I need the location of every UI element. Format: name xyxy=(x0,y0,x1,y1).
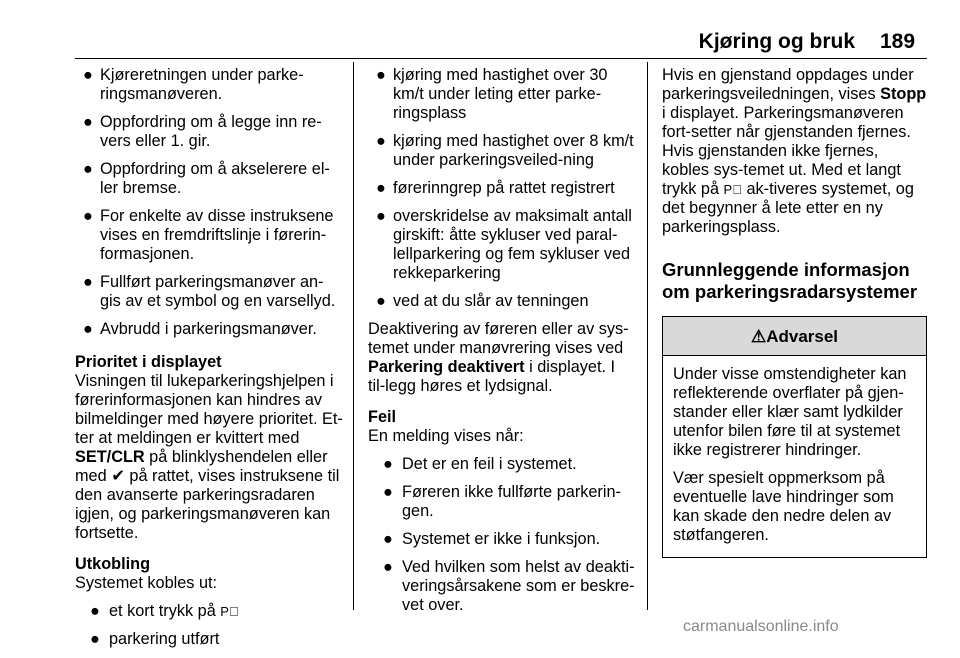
bullet-icon: ● xyxy=(83,273,93,291)
park-button-icon: P⃞ xyxy=(723,182,742,197)
warning-title: Advarsel xyxy=(766,326,839,346)
column-3 xyxy=(662,66,927,558)
page-header xyxy=(0,0,960,62)
list-item: ● Ved hvilken som helst av deakti-veringsårsakene som er beskre-vet over. xyxy=(383,558,635,614)
list-item: ● Føreren ikke fullførte parkerin-gen. xyxy=(383,483,621,520)
fault-text: En melding vises når: xyxy=(368,427,524,445)
off-heading: Utkobling xyxy=(75,555,151,573)
list-item: ● kjøring med hastighet over 8 km/t under parkeringsveiled-ning xyxy=(376,132,634,169)
fault-list xyxy=(368,455,636,615)
page-number: 189 xyxy=(880,30,916,53)
bullet-icon: ● xyxy=(83,320,93,338)
warning-header xyxy=(663,317,926,356)
bullet-icon: ● xyxy=(383,455,393,473)
column-2 xyxy=(368,66,636,624)
set-clr-label: SET/CLR xyxy=(75,448,145,466)
header-rule xyxy=(75,58,927,59)
bullet-icon: ● xyxy=(383,558,393,576)
list-item: ● kjøring med hastighet over 30 km/t under leting etter parke-ringsplass xyxy=(376,66,608,122)
list-item: ● overskridelse av maksimalt antall girskift: åtte sykluser ved paral-lellparkering og fem sykluser ved rekkeparkering xyxy=(376,207,632,282)
priority-heading: Prioritet i displayet xyxy=(75,353,222,371)
list-item: ● Det er en feil i systemet. xyxy=(383,455,577,473)
bullet-icon: ● xyxy=(383,530,393,548)
fault-heading: Feil xyxy=(368,408,397,426)
object-paragraph: Hvis en gjenstand oppdages under parkeringsveiledningen, vises Stopp i displayet. Parkeringsmanøveren fort-setter når gjenstanden fjernes. Hvis gjenstanden ikke fjernes, kobles sys-temet ut. Med et langt trykk på P⃞ ak-tiveres systemet, og det begynner å lete etter en ny parkeringsplass. xyxy=(662,66,927,236)
page-title: Kjøring og bruk xyxy=(698,30,855,53)
park-button-icon: P⃞ xyxy=(220,604,239,619)
warning-body xyxy=(663,356,926,557)
list-item: ● ved at du slår av tenningen xyxy=(376,292,589,310)
list-item: ● Oppfordring om å akselerere el-ler bremse. xyxy=(83,160,330,197)
parking-deactivated-label: Parkering deaktivert xyxy=(368,358,525,376)
list-item: ● Kjøreretningen under parke-ringsmanøveren. xyxy=(83,66,304,103)
column-divider xyxy=(353,62,354,610)
bullet-icon: ● xyxy=(90,602,100,620)
warning-paragraph: Vær spesielt oppmerksom på eventuelle lave hindringer som kan skade den nedre delen av støtfangeren. xyxy=(673,469,894,544)
list-item: ● parkering utført xyxy=(90,630,220,648)
warning-icon: ⚠ xyxy=(750,326,767,346)
list-item: ● førerinngrep på rattet registrert xyxy=(376,179,615,197)
list-item: ● Oppfordring om å legge inn re-vers eller 1. gir. xyxy=(83,113,322,150)
bullet-icon: ● xyxy=(83,113,93,131)
column-1 xyxy=(75,66,343,658)
stopp-label: Stopp xyxy=(880,85,927,103)
section-heading: Grunnleggende informasjon om parkeringsradarsystemer xyxy=(662,259,918,302)
bullet-icon: ● xyxy=(83,160,93,178)
watermark: carmanualsonline.info xyxy=(683,618,839,635)
priority-paragraph: Visningen til lukeparkeringshjelpen i førerinformasjonen kan hindres av bilmeldinger med høyere prioritet. Et-ter at meldingen er kvittert med SET/CLR på blinklyshendelen eller med ✔ på rattet, vises instruksene til den avanserte parkeringsradaren igjen, og parkeringsmanøveren kan fortsette. xyxy=(75,372,343,542)
bullet-icon: ● xyxy=(376,207,386,225)
instruction-list xyxy=(75,66,343,339)
warning-paragraph: Under visse omstendigheter kan reflekterende overflater på gjen-stander eller klær samt lydkilder utenfor bilen føre til at systemet ikke registrerer hindringer. xyxy=(673,365,907,459)
check-icon: ✔ xyxy=(111,467,125,485)
off-text: Systemet kobles ut: xyxy=(75,574,218,592)
list-item: ● Systemet er ikke i funksjon. xyxy=(383,530,601,548)
deactivation-paragraph: Deaktivering av føreren eller av sys-temet under manøvrering vises ved Parkering deaktivert i displayet. I til-legg høres et lydsignal. xyxy=(368,320,629,395)
warning-box xyxy=(662,316,927,558)
bullet-icon: ● xyxy=(376,132,386,150)
bullet-icon: ● xyxy=(83,207,93,225)
bullet-icon: ● xyxy=(376,179,386,197)
column-divider xyxy=(647,62,648,610)
bullet-icon: ● xyxy=(83,66,93,84)
bullet-icon: ● xyxy=(90,630,100,648)
list-item: ● et kort trykk på P⃞ xyxy=(90,602,239,620)
bullet-icon: ● xyxy=(376,292,386,310)
bullet-icon: ● xyxy=(376,66,386,84)
deactivation-list xyxy=(368,66,636,311)
list-item: ● For enkelte av disse instruksene vises en fremdriftslinje i førerin-formasjonen. xyxy=(83,207,334,263)
bullet-icon: ● xyxy=(383,483,393,501)
list-item: ● Avbrudd i parkeringsmanøver. xyxy=(83,320,317,338)
list-item: ● Fullført parkeringsmanøver an-gis av et symbol og en varsellyd. xyxy=(83,273,336,310)
